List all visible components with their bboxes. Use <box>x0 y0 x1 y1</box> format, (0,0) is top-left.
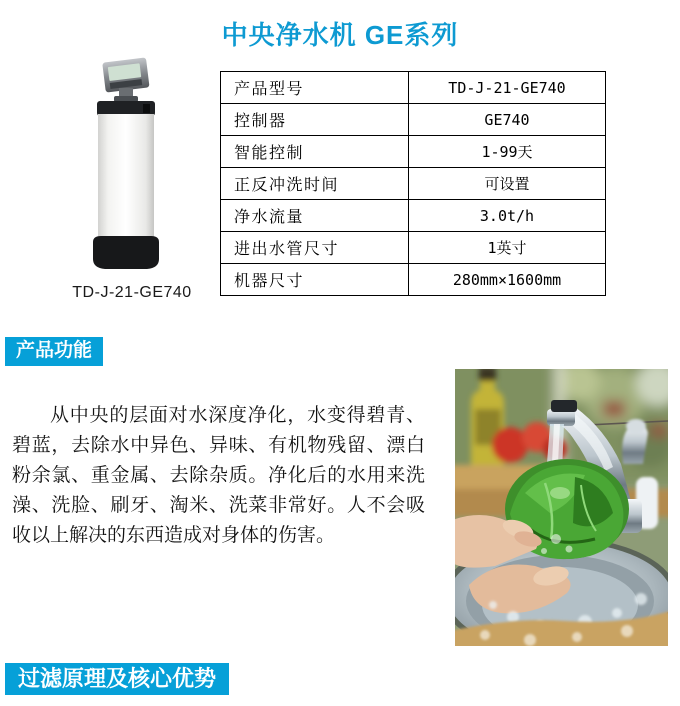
spec-value: 可设置 <box>409 168 606 200</box>
spec-table <box>220 71 606 296</box>
spec-label: 净水流量 <box>221 200 409 232</box>
tank-base <box>93 236 159 269</box>
spec-label: 智能控制 <box>221 136 409 168</box>
spec-value: TD-J-21-GE740 <box>409 72 606 104</box>
section-header-product-features <box>5 337 103 366</box>
spec-label: 控制器 <box>221 104 409 136</box>
tank-top-collar <box>97 101 155 116</box>
spec-row <box>221 168 606 200</box>
spec-label: 机器尺寸 <box>221 264 409 296</box>
spec-value: GE740 <box>409 104 606 136</box>
spec-row <box>221 72 606 104</box>
tomato-icon <box>492 427 528 463</box>
washing-photo <box>455 369 668 646</box>
controller-display-icon <box>102 57 149 92</box>
spec-label: 产品型号 <box>221 72 409 104</box>
spec-value: 1-99天 <box>409 136 606 168</box>
tank-body <box>98 114 154 246</box>
product-model-caption: TD-J-21-GE740 <box>72 284 192 301</box>
spec-value: 3.0t/h <box>409 200 606 232</box>
feature-paragraph: 从中央的层面对水深度净化，水变得碧青、碧蓝，去除水中异色、异味、有机物残留、漂白粉余氯、重金属、去除杂质。净化后的水用来洗澡、洗脸、刷牙、淘米、洗菜非常好。人不会吸收以上解决的东西造成对身体的伤害。 <box>12 405 425 546</box>
spec-row <box>221 200 606 232</box>
section-header-filter-principle <box>5 663 229 695</box>
spec-row <box>221 136 606 168</box>
spec-row <box>221 104 606 136</box>
section-title: 过滤原理及核心优势 <box>18 666 217 691</box>
page-title: 中央净水机 GE系列 <box>221 20 459 50</box>
spec-label: 进出水管尺寸 <box>221 232 409 264</box>
spec-row <box>221 264 606 296</box>
spec-value: 280mm×1600mm <box>409 264 606 296</box>
product-image <box>52 56 212 302</box>
section-title: 产品功能 <box>16 340 93 361</box>
spec-label: 正反冲洗时间 <box>221 168 409 200</box>
spec-value: 1英寸 <box>409 232 606 264</box>
washing-lettuce-photo-graphic <box>455 369 668 646</box>
water-purifier-tank-graphic <box>57 56 207 282</box>
spec-row <box>221 232 606 264</box>
